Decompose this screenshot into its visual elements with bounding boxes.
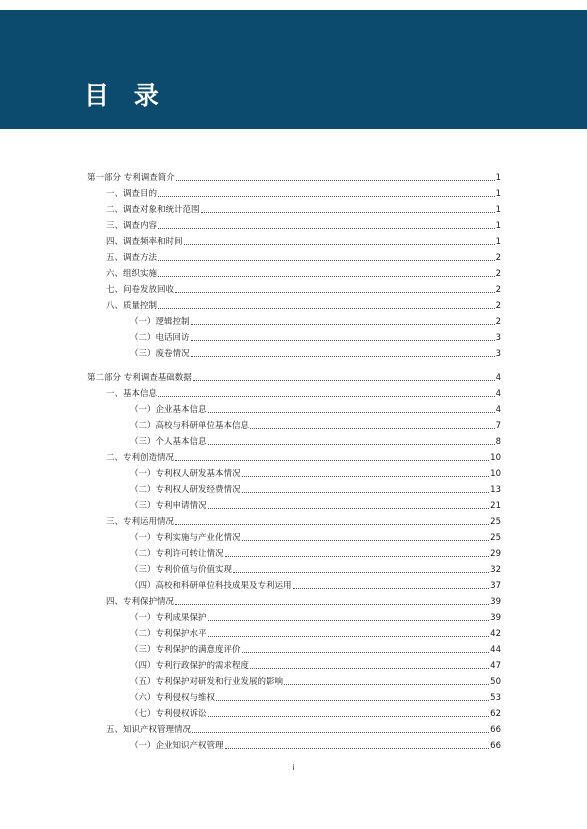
- toc-entry-page: 2: [495, 317, 501, 327]
- toc-entry[interactable]: [106, 200, 501, 216]
- toc-entry-page: 44: [490, 645, 501, 655]
- dot-leader: [208, 715, 490, 717]
- toc-entry-page: 1: [495, 173, 501, 183]
- toc-entry-page: 2: [495, 253, 501, 263]
- dot-leader: [193, 379, 495, 381]
- toc-entry[interactable]: [106, 184, 501, 200]
- toc-entry-label: 八、质量控制: [106, 301, 158, 311]
- dot-leader: [242, 651, 490, 653]
- toc-entry[interactable]: [130, 736, 501, 752]
- toc-entry-page: 25: [490, 533, 501, 543]
- dot-leader: [208, 619, 490, 621]
- toc-entry-page: 2: [495, 301, 501, 311]
- toc-entry-label: （六）专利侵权与维权: [130, 693, 216, 703]
- toc-entry-page: 3: [495, 333, 501, 343]
- toc-entry-page: 25: [490, 517, 501, 527]
- dot-leader: [192, 731, 489, 733]
- toc-entry[interactable]: [130, 416, 501, 432]
- toc-entry[interactable]: [130, 544, 501, 560]
- toc-entry[interactable]: [130, 656, 501, 672]
- toc-entry-label: （三）废卷情况: [130, 349, 190, 359]
- toc-entry[interactable]: [106, 720, 501, 736]
- toc-entry[interactable]: [106, 296, 501, 312]
- toc-entry-page: 21: [490, 501, 501, 511]
- toc-entry-page: 1: [495, 221, 501, 231]
- toc-entry[interactable]: [106, 280, 501, 296]
- toc-entry-page: 7: [495, 421, 501, 431]
- toc-entry-page: 3: [495, 349, 501, 359]
- toc-entry[interactable]: [106, 384, 501, 400]
- toc-entry-label: 四、专利保护情况: [106, 597, 175, 607]
- toc-entry-label: 五、调查方法: [106, 253, 158, 263]
- toc-entry-page: 39: [490, 613, 501, 623]
- toc-entry-label: 三、专利运用情况: [106, 517, 175, 527]
- dot-leader: [208, 507, 490, 509]
- toc-entry-label: （一）企业知识产权管理: [130, 741, 224, 751]
- dot-leader: [293, 587, 490, 589]
- toc-entry-label: （一）企业基本信息: [130, 405, 207, 415]
- toc-entry-page: 10: [490, 453, 501, 463]
- dot-leader: [158, 275, 495, 277]
- toc-entry[interactable]: [130, 560, 501, 576]
- dot-leader: [284, 683, 489, 685]
- dot-leader: [191, 323, 495, 325]
- dot-leader: [158, 307, 495, 309]
- toc-entry[interactable]: [130, 608, 501, 624]
- toc-entry-label: 一、调查目的: [106, 189, 158, 199]
- toc-entry-label: 五、知识产权管理情况: [106, 725, 192, 735]
- dot-leader: [175, 523, 489, 525]
- toc-entry-page: 8: [495, 437, 501, 447]
- page-title: 目 录: [84, 81, 167, 110]
- toc-entry[interactable]: [130, 328, 501, 344]
- toc-entry[interactable]: [87, 368, 501, 384]
- toc-entry[interactable]: [106, 264, 501, 280]
- toc-entry[interactable]: [130, 576, 501, 592]
- toc-entry-label: （二）专利保护水平: [130, 629, 207, 639]
- dot-leader: [158, 195, 495, 197]
- toc-entry-page: 50: [490, 677, 501, 687]
- toc-entry-page: 66: [490, 725, 501, 735]
- toc-entry[interactable]: [106, 232, 501, 248]
- toc-entry[interactable]: [130, 344, 501, 360]
- toc-entry-label: （五）专利保护对研发和行业发展的影响: [130, 677, 284, 687]
- dot-leader: [191, 339, 495, 341]
- toc-entry[interactable]: [106, 216, 501, 232]
- page-number: i: [292, 763, 295, 772]
- toc-entry-label: （三）个人基本信息: [130, 437, 207, 447]
- toc-entry-label: 七、问卷发放回收: [106, 285, 175, 295]
- toc-entry-label: （二）电话回访: [130, 333, 190, 343]
- toc-entry-label: 三、调查内容: [106, 221, 158, 231]
- toc-entry[interactable]: [130, 432, 501, 448]
- toc-entry-label: （三）专利保护的满意度评价: [130, 645, 241, 655]
- toc-entry-page: 2: [495, 269, 501, 279]
- dot-leader: [242, 491, 490, 493]
- toc-entry[interactable]: [106, 592, 501, 608]
- toc-entry-label: 四、调查频率和时间: [106, 237, 183, 247]
- toc-entry-label: 六、组织实施: [106, 269, 158, 279]
- toc-entry-page: 1: [495, 189, 501, 199]
- toc-entry-label: （一）专利权人研发基本情况: [130, 469, 241, 479]
- toc-entry-page: 4: [495, 373, 501, 383]
- toc-entry-page: 47: [490, 661, 501, 671]
- toc-entry-label: （二）专利权人研发经费情况: [130, 485, 241, 495]
- toc-entry[interactable]: [130, 624, 501, 640]
- toc-entry-label: （一）专利成果保护: [130, 613, 207, 623]
- dot-leader: [208, 635, 490, 637]
- dot-leader: [216, 699, 489, 701]
- toc-entry-page: 53: [490, 693, 501, 703]
- toc-entry-page: 2: [495, 285, 501, 295]
- toc-entry-label: （二）专利许可转让情况: [130, 549, 224, 559]
- toc-entry-label: 一、基本信息: [106, 389, 158, 399]
- toc-entry[interactable]: [106, 512, 501, 528]
- dot-leader: [158, 395, 495, 397]
- toc-entry-label: （一）专利实施与产业化情况: [130, 533, 241, 543]
- dot-leader: [225, 747, 490, 749]
- toc-entry[interactable]: [106, 448, 501, 464]
- toc-entry-label: 第二部分 专利调查基础数据: [87, 373, 192, 383]
- dot-leader: [208, 411, 495, 413]
- dot-leader: [191, 355, 495, 357]
- dot-leader: [158, 227, 495, 229]
- toc-entry-page: 32: [490, 565, 501, 575]
- dot-leader: [201, 211, 495, 213]
- dot-leader: [158, 259, 495, 261]
- toc-entry-page: 4: [495, 389, 501, 399]
- toc-entry-label: （四）专利行政保护的需求程度: [130, 661, 250, 671]
- toc-entry[interactable]: [130, 688, 501, 704]
- dot-leader: [184, 243, 495, 245]
- toc-entry-label: （一）逻辑控制: [130, 317, 190, 327]
- toc-entry[interactable]: [130, 312, 501, 328]
- toc-entry-label: （四）高校和科研单位科技成果及专利运用: [130, 581, 292, 591]
- dot-leader: [242, 475, 490, 477]
- dot-leader: [175, 603, 489, 605]
- toc-entry-label: （二）高校与科研单位基本信息: [130, 421, 250, 431]
- dot-leader: [208, 443, 495, 445]
- dot-leader: [242, 539, 490, 541]
- dot-leader: [233, 571, 489, 573]
- toc-entry-label: （三）专利申请情况: [130, 501, 207, 511]
- toc-entry-page: 66: [490, 741, 501, 751]
- toc-entry-page: 39: [490, 597, 501, 607]
- toc-entry-page: 1: [495, 205, 501, 215]
- toc-entry-label: （七）专利侵权诉讼: [130, 709, 207, 719]
- toc-entry[interactable]: [130, 400, 501, 416]
- toc-entry[interactable]: [130, 464, 501, 480]
- toc-entry-label: 第一部分 专利调查简介: [87, 173, 175, 183]
- dot-leader: [175, 459, 489, 461]
- toc-entry-label: 二、专利创造情况: [106, 453, 175, 463]
- toc-entry-label: （三）专利价值与价值实现: [130, 565, 233, 575]
- dot-leader: [250, 667, 489, 669]
- toc-entry[interactable]: [130, 704, 501, 720]
- toc-entry-label: 二、调查对象和统计范围: [106, 205, 200, 215]
- toc-entry[interactable]: [130, 480, 501, 496]
- toc-entry-page: 37: [490, 581, 501, 591]
- toc-entry[interactable]: [130, 528, 501, 544]
- toc-entry-page: 29: [490, 549, 501, 559]
- toc-entry-page: 1: [495, 237, 501, 247]
- toc-entry[interactable]: [130, 496, 501, 512]
- dot-leader: [175, 291, 495, 293]
- toc-entry-page: 13: [490, 485, 501, 495]
- toc-entry-page: 62: [490, 709, 501, 719]
- dot-leader: [176, 179, 495, 181]
- dot-leader: [225, 555, 490, 557]
- header-band: [0, 10, 587, 129]
- toc-entry-page: 4: [495, 405, 501, 415]
- toc-entry-page: 10: [490, 469, 501, 479]
- toc-entry-page: 42: [490, 629, 501, 639]
- toc-entry[interactable]: [106, 248, 501, 264]
- toc-entry[interactable]: [87, 168, 501, 184]
- toc-entry[interactable]: [130, 672, 501, 688]
- toc-entry[interactable]: [130, 640, 501, 656]
- dot-leader: [250, 427, 495, 429]
